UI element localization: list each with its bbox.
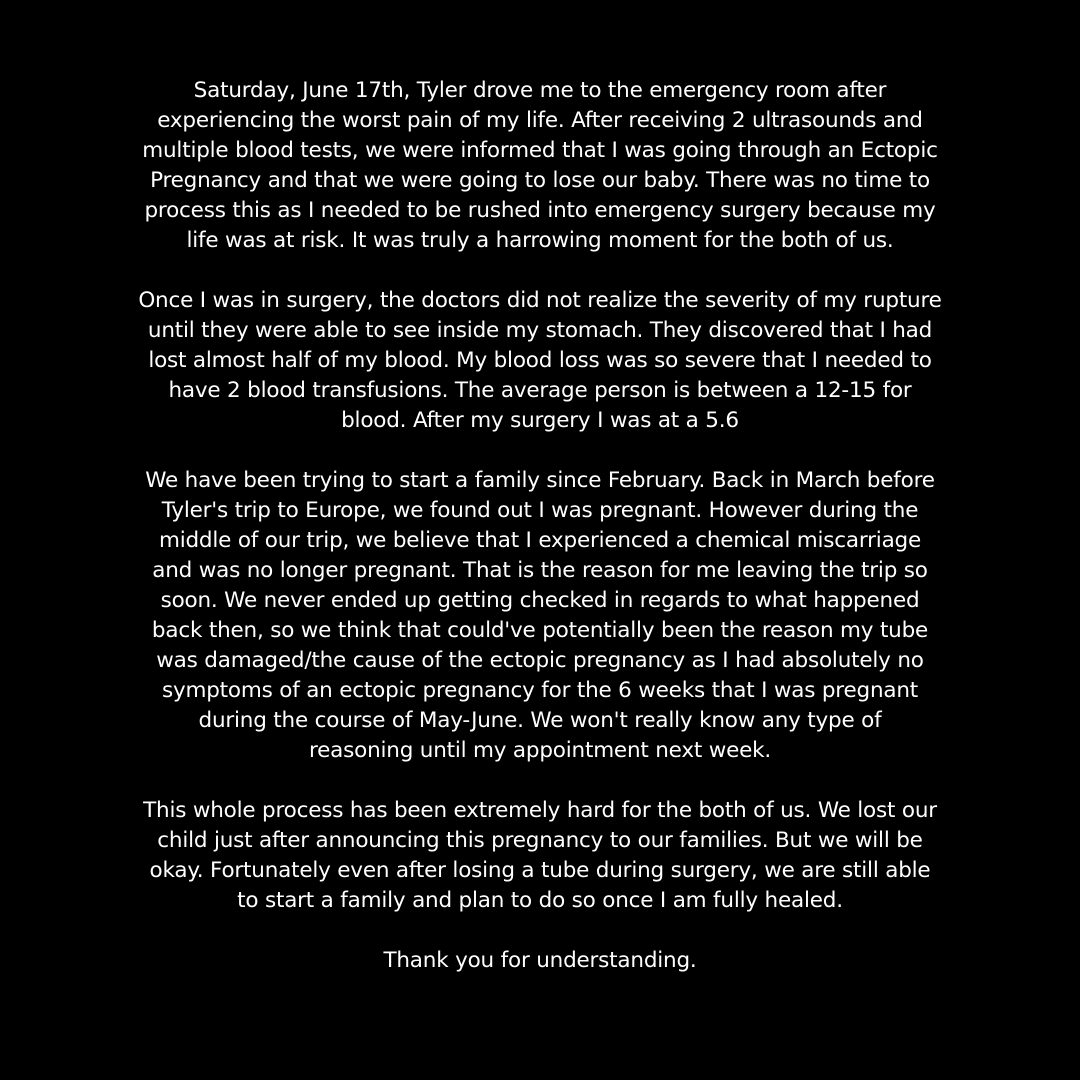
text-line: Saturday, June 17th, Tyler drove me to the emergency room after — [193, 78, 887, 103]
text-line: back then, so we think that could've potentially been the reason my tube — [151, 618, 929, 643]
text-line: blood. After my surgery I was at a 5.6 — [341, 408, 739, 433]
text-line: Once I was in surgery, the doctors did not realize the severity of my rupture — [138, 288, 942, 313]
text-line: soon. We never ended up getting checked in regards to what happened — [160, 588, 920, 613]
text-line: child just after announcing this pregnancy to our families. But we will be — [157, 828, 923, 853]
text-line: to start a family and plan to do so once I am fully healed. — [237, 888, 843, 913]
text-line: during the course of May-June. We won't really know any type of — [198, 708, 882, 733]
paragraph-outlook — [60, 796, 1020, 916]
text-line: Pregnancy and that we were going to lose our baby. There was no time to — [150, 168, 930, 193]
text-line: okay. Fortunately even after losing a tube during surgery, we are still able — [149, 858, 931, 883]
text-line: middle of our trip, we believe that I experienced a chemical miscarriage — [158, 528, 922, 553]
paragraph-surgery — [60, 286, 1020, 436]
text-line: We have been trying to start a family since February. Back in March before — [145, 468, 935, 493]
text-line: multiple blood tests, we were informed that I was going through an Ectopic — [142, 138, 938, 163]
text-line: symptoms of an ectopic pregnancy for the 6 weeks that I was pregnant — [161, 678, 919, 703]
text-line: Tyler's trip to Europe, we found out I was pregnant. However during the — [161, 498, 919, 523]
paragraph-closing — [60, 946, 1020, 976]
text-line: Thank you for understanding. — [383, 948, 697, 973]
text-line: until they were able to see inside my stomach. They discovered that I had — [147, 318, 933, 343]
text-line: This whole process has been extremely hard for the both of us. We lost our — [143, 798, 937, 823]
statement-text — [60, 76, 1020, 1006]
text-line: reasoning until my appointment next week. — [308, 738, 772, 763]
paragraph-emergency-room — [60, 76, 1020, 256]
text-line: process this as I needed to be rushed into emergency surgery because my — [144, 198, 936, 223]
text-line: life was at risk. It was truly a harrowing moment for the both of us. — [186, 228, 894, 253]
text-line: was damaged/the cause of the ectopic pregnancy as I had absolutely no — [156, 648, 924, 673]
text-line: experiencing the worst pain of my life. After receiving 2 ultrasounds and — [157, 108, 923, 133]
paragraph-background — [60, 466, 1020, 766]
text-line: and was no longer pregnant. That is the reason for me leaving the trip so — [152, 558, 928, 583]
text-line: have 2 blood transfusions. The average person is between a 12-15 for — [168, 378, 912, 403]
text-line: lost almost half of my blood. My blood loss was so severe that I needed to — [148, 348, 932, 373]
